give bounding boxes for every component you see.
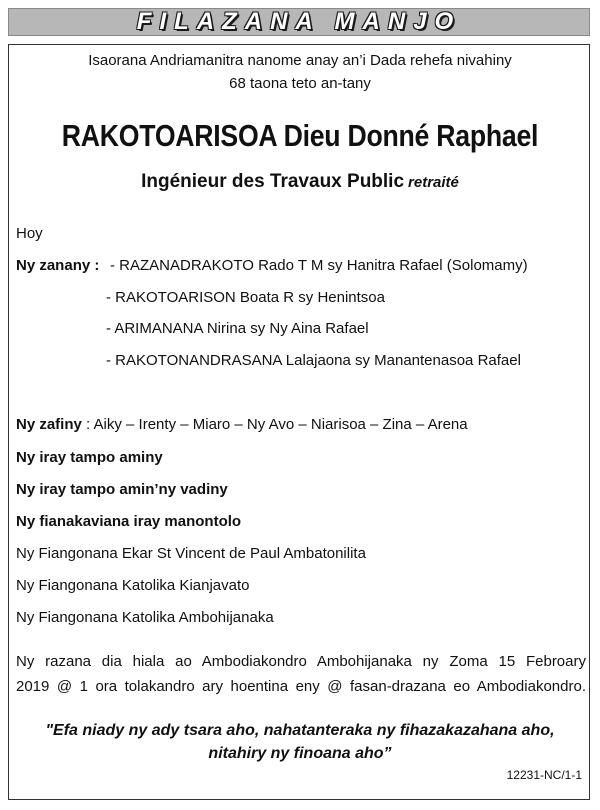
child-item: - RAKOTOARISON Boata R sy Henintsoa bbox=[106, 289, 385, 306]
child-item: - ARIMANANA Nirina sy Ny Aina Rafael bbox=[106, 320, 369, 337]
deceased-profession bbox=[0, 171, 600, 193]
child-item: - RAZANADRAKOTO Rado T M sy Hanitra Rafael (Solomamy) bbox=[110, 257, 528, 274]
quote-line-1: "Efa niady ny ady tsara aho, nahatanteraka ny fihazakazahana aho, bbox=[45, 722, 555, 739]
grandchildren-names: : Aiky – Irenty – Miaro – Ny Avo – Niarisoa – Zina – Arena bbox=[86, 416, 468, 433]
church-line: Ny Fiangonana Katolika Ambohijanaka bbox=[16, 609, 274, 626]
family-line: Ny iray tampo amin’ny vadiny bbox=[16, 481, 228, 498]
grandchildren-label: Ny zafiny bbox=[16, 416, 82, 433]
announcement-line-2: 2019 @ 1 ora tolakandro ary hoentina eny @ fasan-drazana eo Ambodiakondro. bbox=[16, 678, 586, 695]
church-line: Ny Fiangonana Ekar St Vincent de Paul Ambatonilita bbox=[16, 545, 366, 562]
quote-line-2: nitahiry ny finoana aho” bbox=[208, 745, 392, 762]
reference-number: 12231-NC/1-1 bbox=[506, 768, 582, 782]
family-line: Ny fianakaviana iray manontolo bbox=[16, 513, 242, 530]
church-line: Ny Fiangonana Katolika Kianjavato bbox=[16, 577, 250, 594]
intro-line-2: 68 taona teto an-tany bbox=[229, 75, 371, 92]
closing-quote bbox=[0, 719, 600, 765]
intro-line-1: Isaorana Andriamanitra nanome anay an’i Dada rehefa nivahiny bbox=[88, 52, 512, 69]
retired-status: retraité bbox=[408, 174, 459, 191]
header-title: FILAZANA MANJO bbox=[136, 8, 462, 35]
header-banner bbox=[8, 8, 590, 36]
family-line: Ny iray tampo aminy bbox=[16, 449, 163, 466]
children-label: Ny zanany : bbox=[16, 257, 100, 274]
deceased-name: RAKOTOARISOA Dieu Donné Raphael bbox=[61, 118, 539, 153]
funeral-announcement bbox=[16, 649, 586, 699]
profession-title: Ingénieur des Travaux Public bbox=[141, 171, 405, 192]
grandchildren-line bbox=[16, 416, 468, 433]
child-item: - RAKOTONANDRASANA Lalajaona sy Manantenasoa Rafael bbox=[106, 352, 521, 369]
greeting: Hoy bbox=[16, 225, 43, 242]
announcement-line-1: Ny razana dia hiala ao Ambodiakondro Ambohijanaka ny Zoma 15 Febroary bbox=[16, 653, 586, 670]
